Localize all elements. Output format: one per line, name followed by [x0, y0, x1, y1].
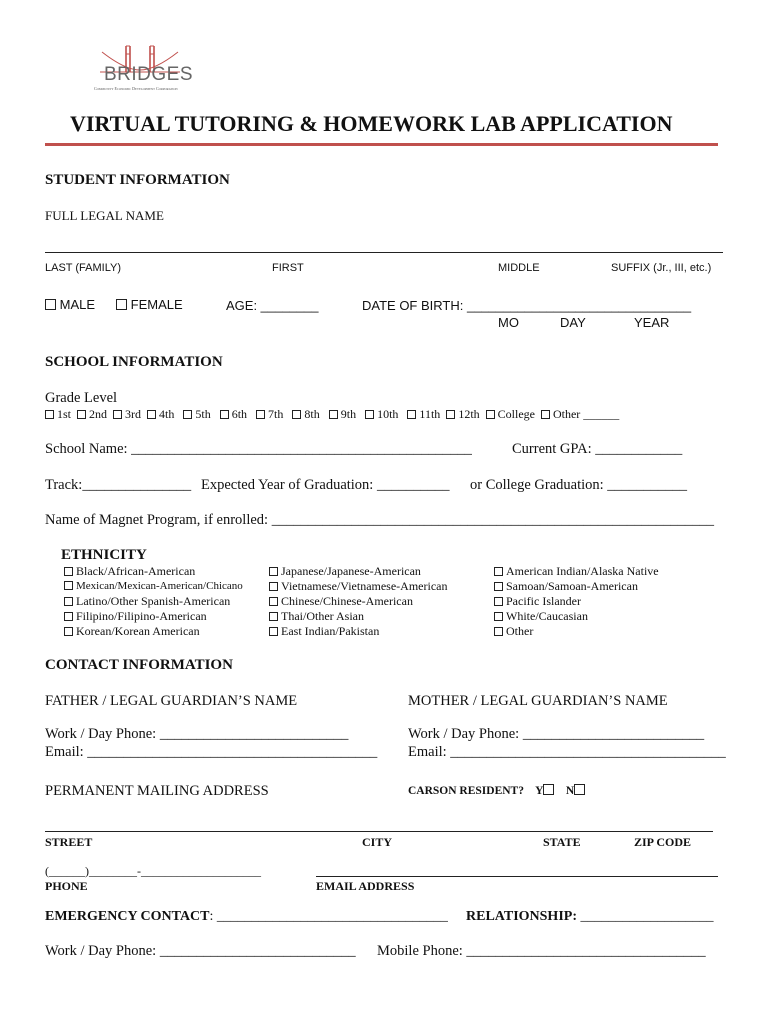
grade-option[interactable]: Other ______: [541, 407, 619, 421]
carson-resident-label: CARSON RESIDENT?: [408, 785, 524, 797]
school-name-field[interactable]: School Name: _______________________________________________: [45, 441, 472, 457]
dob-year-label: YEAR: [634, 315, 670, 330]
grade-checkbox[interactable]: [183, 410, 192, 419]
emergency-contact-field[interactable]: EMERGENCY CONTACT: _________________________________: [45, 909, 448, 924]
grade-option[interactable]: 3rd: [113, 407, 141, 421]
student-heading: STUDENT INFORMATION: [45, 172, 230, 188]
middle-name-label: MIDDLE: [498, 262, 540, 274]
ethnicity-option[interactable]: East Indian/Pakistan: [269, 624, 447, 639]
zip-label: ZIP CODE: [634, 835, 692, 849]
ethnicity-checkbox[interactable]: [64, 612, 73, 621]
grade-checkbox[interactable]: [292, 410, 301, 419]
logo: [80, 40, 200, 96]
grade-checkbox[interactable]: [486, 410, 495, 419]
mother-name-label: MOTHER / LEGAL GUARDIAN’S NAME: [408, 693, 668, 709]
grade-checkbox[interactable]: [541, 410, 550, 419]
ethnicity-option[interactable]: Latino/Other Spanish-American: [64, 594, 243, 609]
ethnicity-checkbox[interactable]: [494, 567, 503, 576]
title-divider: [45, 143, 718, 146]
phone-field[interactable]: (______)________-____________________: [45, 864, 261, 878]
emergency-work-phone-field[interactable]: Work / Day Phone: ___________________________: [45, 943, 356, 959]
female-label: FEMALE: [130, 297, 183, 312]
grade-checkbox[interactable]: [147, 410, 156, 419]
ethnicity-checkbox[interactable]: [64, 627, 73, 636]
ethnicity-option[interactable]: Korean/Korean American: [64, 624, 243, 639]
ethnicity-option[interactable]: Black/African-American: [64, 564, 243, 579]
ethnicity-option[interactable]: Chinese/Chinese-American: [269, 594, 447, 609]
carson-yes-checkbox[interactable]: [543, 784, 554, 795]
ethnicity-col-1: [64, 564, 243, 639]
ethnicity-checkbox[interactable]: [494, 612, 503, 621]
grade-checkbox[interactable]: [45, 410, 54, 419]
ethnicity-option[interactable]: Pacific Islander: [494, 594, 659, 609]
male-option[interactable]: [45, 297, 95, 312]
ethnicity-checkbox[interactable]: [494, 582, 503, 591]
grade-option[interactable]: 2nd: [77, 407, 107, 421]
dob-day-label: DAY: [560, 315, 586, 330]
mother-phone-field[interactable]: Work / Day Phone: _________________________: [408, 726, 705, 742]
ethnicity-option[interactable]: Samoan/Samoan-American: [494, 579, 659, 594]
ethnicity-checkbox[interactable]: [269, 627, 278, 636]
male-label: MALE: [59, 297, 96, 312]
state-label: STATE: [543, 835, 581, 849]
ethnicity-option[interactable]: Japanese/Japanese-American: [269, 564, 447, 579]
grade-option[interactable]: 11th: [407, 407, 440, 421]
grade-checkbox[interactable]: [329, 410, 338, 419]
logo-tagline: Community Economic Development Corporation: [94, 86, 178, 91]
grade-checkbox[interactable]: [77, 410, 86, 419]
ethnicity-option[interactable]: Mexican/Mexican-American/Chicano: [64, 579, 243, 594]
first-name-label: FIRST: [272, 262, 304, 274]
female-checkbox[interactable]: [116, 299, 127, 310]
full-name-label: FULL LEGAL NAME: [45, 208, 164, 223]
age-field[interactable]: AGE: ________: [226, 298, 319, 313]
email-field[interactable]: [316, 876, 718, 877]
suffix-label: SUFFIX (Jr., III, etc.): [611, 262, 712, 274]
ethnicity-option[interactable]: Thai/Other Asian: [269, 609, 447, 624]
street-label: STREET: [45, 835, 93, 849]
college-grad-field[interactable]: or College Graduation: ___________: [470, 477, 688, 493]
ethnicity-checkbox[interactable]: [64, 597, 73, 606]
grade-option[interactable]: 10th: [365, 407, 398, 421]
female-option[interactable]: [116, 297, 183, 312]
grad-year-field[interactable]: Expected Year of Graduation: __________: [201, 477, 450, 493]
gpa-field[interactable]: Current GPA: ____________: [512, 441, 683, 457]
ethnicity-heading: ETHNICITY: [61, 547, 147, 563]
carson-yes-label: Y: [535, 785, 544, 797]
phone-label: PHONE: [45, 879, 88, 893]
mailing-address-label: PERMANENT MAILING ADDRESS: [45, 783, 269, 799]
mother-email-field[interactable]: Email: ______________________________________: [408, 744, 726, 760]
ethnicity-checkbox[interactable]: [64, 581, 73, 590]
grade-checkbox[interactable]: [407, 410, 416, 419]
grade-option[interactable]: College: [486, 407, 535, 421]
father-phone-field[interactable]: Work / Day Phone: __________________________: [45, 726, 349, 742]
grade-option[interactable]: 12th: [446, 407, 479, 421]
grade-options: [45, 407, 619, 422]
relationship-field[interactable]: RELATIONSHIP: ___________________: [466, 909, 714, 924]
dob-field[interactable]: DATE OF BIRTH: _______________________________: [362, 298, 692, 313]
page-title: VIRTUAL TUTORING & HOMEWORK LAB APPLICATION: [70, 111, 673, 136]
male-checkbox[interactable]: [45, 299, 56, 310]
grade-option[interactable]: 7th: [256, 407, 283, 421]
dob-mo-label: MO: [498, 315, 519, 330]
grade-checkbox[interactable]: [220, 410, 229, 419]
ethnicity-checkbox[interactable]: [269, 567, 278, 576]
grade-level-label: Grade Level: [45, 390, 118, 406]
ethnicity-checkbox[interactable]: [494, 597, 503, 606]
address-field[interactable]: [45, 831, 713, 832]
father-name-label: FATHER / LEGAL GUARDIAN’S NAME: [45, 693, 298, 709]
grade-option[interactable]: 4th: [147, 407, 174, 421]
ethnicity-checkbox[interactable]: [494, 627, 503, 636]
emergency-contact-label: EMERGENCY CONTACT: [45, 909, 210, 924]
logo-name: BRIDGES: [104, 64, 194, 85]
ethnicity-col-3: [494, 564, 659, 639]
carson-resident: [408, 784, 585, 797]
carson-no-checkbox[interactable]: [574, 784, 585, 795]
ethnicity-option[interactable]: American Indian/Alaska Native: [494, 564, 659, 579]
ethnicity-option[interactable]: White/Caucasian: [494, 609, 659, 624]
carson-no-label: N: [565, 785, 575, 797]
grade-option[interactable]: 9th: [329, 407, 356, 421]
ethnicity-option[interactable]: Other: [494, 624, 659, 639]
track-field[interactable]: Track:_______________: [45, 477, 192, 493]
ethnicity-checkbox[interactable]: [269, 597, 278, 606]
email-address-label: EMAIL ADDRESS: [316, 879, 415, 893]
relationship-label: RELATIONSHIP:: [466, 909, 577, 924]
ethnicity-option[interactable]: Filipino/Filipino-American: [64, 609, 243, 624]
grade-option[interactable]: 6th: [220, 407, 247, 421]
mobile-phone-field[interactable]: Mobile Phone: _________________________________: [377, 943, 706, 959]
last-name-label: LAST (FAMILY): [45, 262, 122, 274]
grade-option[interactable]: 5th: [183, 407, 210, 421]
ethnicity-checkbox[interactable]: [269, 612, 278, 621]
ethnicity-checkbox[interactable]: [269, 582, 278, 591]
grade-checkbox[interactable]: [446, 410, 455, 419]
ethnicity-option[interactable]: Vietnamese/Vietnamese-American: [269, 579, 447, 594]
full-name-field[interactable]: [45, 252, 723, 253]
father-email-field[interactable]: Email: ________________________________________: [45, 744, 378, 760]
school-heading: SCHOOL INFORMATION: [45, 354, 223, 370]
grade-option[interactable]: 1st: [45, 407, 71, 421]
grade-checkbox[interactable]: [365, 410, 374, 419]
ethnicity-checkbox[interactable]: [64, 567, 73, 576]
magnet-field[interactable]: Name of Magnet Program, if enrolled: _____________________________________________________________: [45, 512, 714, 528]
ethnicity-col-2: [269, 564, 447, 639]
grade-option[interactable]: 8th: [292, 407, 319, 421]
grade-checkbox[interactable]: [113, 410, 122, 419]
grade-checkbox[interactable]: [256, 410, 265, 419]
city-label: CITY: [362, 835, 393, 849]
contact-heading: CONTACT INFORMATION: [45, 657, 233, 673]
